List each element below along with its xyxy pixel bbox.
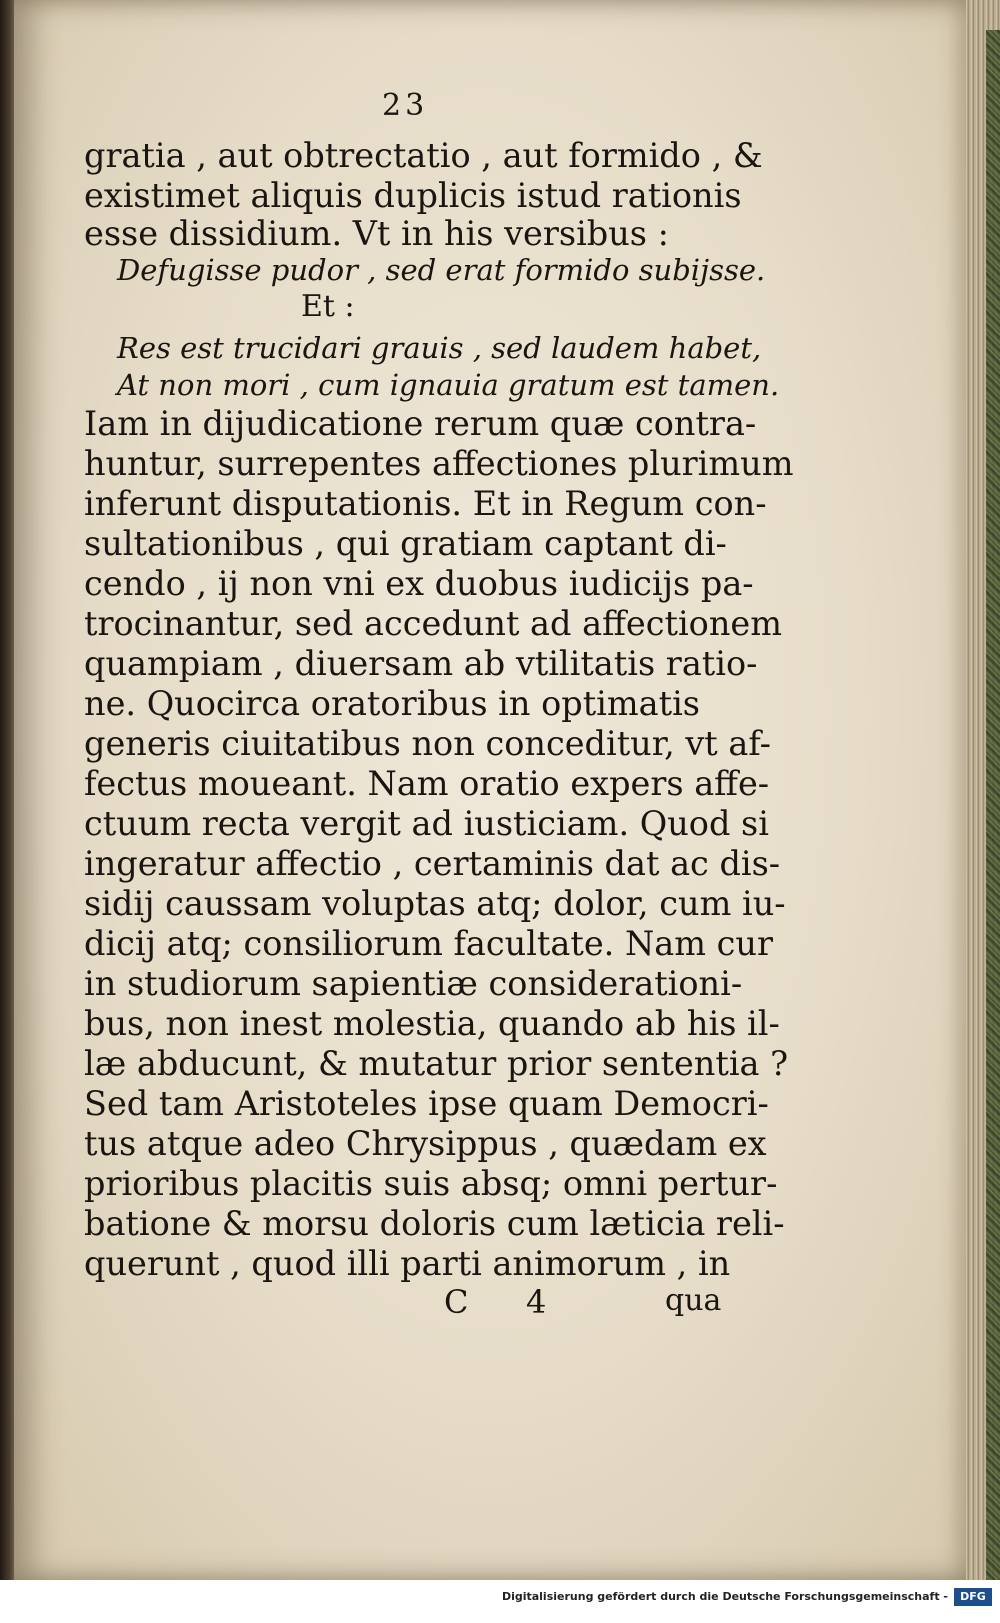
text-line: Iam in dijudicatione rerum quæ contra- bbox=[84, 404, 757, 443]
text-line: Sed tam Aristoteles ipse quam Democri- bbox=[84, 1084, 769, 1123]
text-line: ne. Quocirca oratoribus in optimatis bbox=[84, 684, 700, 723]
text-line: ctuum recta vergit ad iusticiam. Quod si bbox=[84, 804, 769, 843]
catchword: qua bbox=[665, 1283, 722, 1318]
text-line: quampiam , diuersam ab vtilitatis ratio- bbox=[84, 644, 758, 683]
background-cloth bbox=[986, 30, 1000, 1580]
dfg-logo: DFG bbox=[954, 1588, 992, 1606]
signature-mark: C bbox=[444, 1283, 469, 1321]
text-line: tus atque adeo Chrysippus , quædam ex bbox=[84, 1124, 767, 1163]
text-line: prioribus placitis suis absq; omni pertur- bbox=[84, 1164, 778, 1203]
text-line: gratia , aut obtrectatio , aut formido , & bbox=[84, 136, 763, 175]
text-line: cendo , ij non vni ex duobus iudicijs pa- bbox=[84, 564, 754, 603]
text-line: læ abducunt, & mutatur prior sententia ? bbox=[84, 1044, 789, 1083]
footer-bar bbox=[0, 1580, 1000, 1623]
book-page bbox=[14, 0, 966, 1580]
page-number: 23 bbox=[382, 88, 429, 123]
digitization-credit: Digitalisierung gefördert durch die Deutsche Forschungsgemeinschaft - bbox=[501, 1590, 948, 1603]
text-line: ingeratur affectio , certaminis dat ac dis- bbox=[84, 844, 781, 883]
text-line: fectus moueant. Nam oratio expers affe- bbox=[84, 764, 770, 803]
text-line: sultationibus , qui gratiam captant di- bbox=[84, 524, 727, 563]
text-line: querunt , quod illi parti animorum , in bbox=[84, 1244, 731, 1283]
text-line: existimet aliquis duplicis istud rationis bbox=[84, 176, 742, 215]
verse-line: Defugisse pudor , sed erat formido subijsse. bbox=[117, 253, 766, 287]
verse-line: At non mori , cum ignauia gratum est tamen. bbox=[117, 368, 780, 402]
text-line: esse dissidium. Vt in his versibus : bbox=[84, 214, 669, 253]
text-line: huntur, surrepentes affectiones plurimum bbox=[84, 444, 794, 483]
text-line: batione & morsu doloris cum læticia reli- bbox=[84, 1204, 785, 1243]
verse-line: Res est trucidari grauis , sed laudem habet, bbox=[117, 331, 762, 365]
signature-number: 4 bbox=[526, 1283, 547, 1321]
text-line: bus, non inest molestia, quando ab his il- bbox=[84, 1004, 780, 1043]
verse-intro: Et : bbox=[301, 289, 355, 324]
text-line: trocinantur, sed accedunt ad affectionem bbox=[84, 604, 782, 643]
text-line: sidij caussam voluptas atq; dolor, cum iu- bbox=[84, 884, 786, 923]
text-line: inferunt disputationis. Et in Regum con- bbox=[84, 484, 767, 523]
text-line: dicij atq; consiliorum facultate. Nam cur bbox=[84, 924, 773, 963]
text-line: generis ciuitatibus non conceditur, vt af- bbox=[84, 724, 771, 763]
text-line: in studiorum sapientiæ considerationi- bbox=[84, 964, 743, 1003]
